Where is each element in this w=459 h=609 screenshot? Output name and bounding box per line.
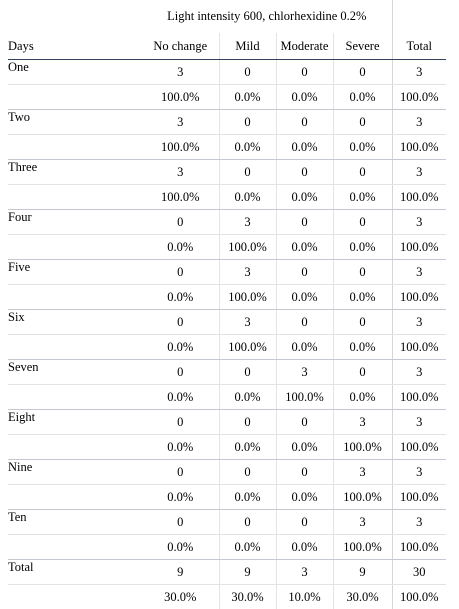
count-cell-total: 3 bbox=[392, 210, 446, 235]
percent-cell-no-change: 30.0% bbox=[142, 585, 219, 609]
count-cell-total: 3 bbox=[392, 360, 446, 385]
count-cell-moderate: 0 bbox=[276, 210, 333, 235]
col-header-mild: Mild bbox=[219, 33, 276, 60]
percent-cell-no-change: 0.0% bbox=[142, 335, 219, 360]
count-cell-total: 3 bbox=[392, 460, 446, 485]
percent-cell-moderate: 10.0% bbox=[276, 585, 333, 609]
col-header-severe: Severe bbox=[333, 33, 392, 60]
percent-cell-severe: 100.0% bbox=[333, 485, 392, 510]
count-cell-total: 3 bbox=[392, 510, 446, 535]
count-cell-severe: 0 bbox=[333, 360, 392, 385]
percent-cell-severe: 0.0% bbox=[333, 335, 392, 360]
count-cell-moderate: 0 bbox=[276, 110, 333, 135]
empty-corner bbox=[8, 0, 142, 33]
percent-cell-severe: 0.0% bbox=[333, 385, 392, 410]
count-cell-mild: 0 bbox=[219, 360, 276, 385]
count-cell-no-change: 0 bbox=[142, 260, 219, 285]
count-cell-no-change: 3 bbox=[142, 160, 219, 185]
table-row-percents bbox=[8, 285, 446, 310]
day-blank-cell bbox=[8, 285, 142, 310]
percent-cell-moderate: 0.0% bbox=[276, 185, 333, 210]
count-cell-severe: 0 bbox=[333, 210, 392, 235]
day-label: Seven bbox=[8, 360, 142, 385]
percent-cell-total: 100.0% bbox=[392, 285, 446, 310]
count-cell-severe: 9 bbox=[333, 560, 392, 585]
table-row-percents bbox=[8, 585, 446, 609]
table-row-percents bbox=[8, 135, 446, 160]
count-cell-mild: 3 bbox=[219, 210, 276, 235]
count-cell-severe: 0 bbox=[333, 60, 392, 85]
percent-cell-mild: 100.0% bbox=[219, 285, 276, 310]
count-cell-severe: 3 bbox=[333, 410, 392, 435]
percent-cell-total: 100.0% bbox=[392, 85, 446, 110]
percent-cell-mild: 30.0% bbox=[219, 585, 276, 609]
count-cell-total: 3 bbox=[392, 410, 446, 435]
day-label: Total bbox=[8, 560, 142, 585]
col-header-total: Total bbox=[392, 33, 446, 60]
table-row-percents bbox=[8, 335, 446, 360]
table-row-percents bbox=[8, 435, 446, 460]
count-cell-moderate: 0 bbox=[276, 60, 333, 85]
table-row-counts bbox=[8, 110, 446, 135]
table-row-counts bbox=[8, 310, 446, 335]
count-cell-moderate: 3 bbox=[276, 560, 333, 585]
percent-cell-no-change: 100.0% bbox=[142, 135, 219, 160]
percent-cell-moderate: 0.0% bbox=[276, 335, 333, 360]
day-blank-cell bbox=[8, 85, 142, 110]
day-label: Ten bbox=[8, 510, 142, 535]
count-cell-mild: 0 bbox=[219, 110, 276, 135]
table-row-percents bbox=[8, 185, 446, 210]
count-cell-moderate: 0 bbox=[276, 410, 333, 435]
percent-cell-severe: 0.0% bbox=[333, 185, 392, 210]
percent-cell-no-change: 0.0% bbox=[142, 285, 219, 310]
count-cell-no-change: 0 bbox=[142, 360, 219, 385]
crosstab-table bbox=[8, 0, 446, 609]
count-cell-mild: 0 bbox=[219, 460, 276, 485]
day-label: Five bbox=[8, 260, 142, 285]
count-cell-moderate: 0 bbox=[276, 260, 333, 285]
table-row-percents bbox=[8, 535, 446, 560]
table-row-counts bbox=[8, 210, 446, 235]
count-cell-severe: 3 bbox=[333, 510, 392, 535]
percent-cell-moderate: 0.0% bbox=[276, 535, 333, 560]
count-cell-moderate: 0 bbox=[276, 510, 333, 535]
column-header-row bbox=[8, 33, 446, 60]
group-header-row bbox=[8, 0, 446, 33]
day-blank-cell bbox=[8, 485, 142, 510]
count-cell-total: 3 bbox=[392, 310, 446, 335]
count-cell-severe: 3 bbox=[333, 460, 392, 485]
day-label: Nine bbox=[8, 460, 142, 485]
count-cell-mild: 0 bbox=[219, 60, 276, 85]
count-cell-no-change: 0 bbox=[142, 310, 219, 335]
day-blank-cell bbox=[8, 535, 142, 560]
col-header-moderate: Moderate bbox=[276, 33, 333, 60]
table-body bbox=[8, 60, 446, 609]
percent-cell-no-change: 0.0% bbox=[142, 385, 219, 410]
percent-cell-moderate: 0.0% bbox=[276, 235, 333, 260]
percent-cell-total: 100.0% bbox=[392, 235, 446, 260]
percent-cell-total: 100.0% bbox=[392, 135, 446, 160]
count-cell-moderate: 0 bbox=[276, 460, 333, 485]
table-row-percents bbox=[8, 485, 446, 510]
percent-cell-moderate: 0.0% bbox=[276, 485, 333, 510]
day-blank-cell bbox=[8, 385, 142, 410]
day-blank-cell bbox=[8, 585, 142, 609]
day-label: Six bbox=[8, 310, 142, 335]
percent-cell-mild: 0.0% bbox=[219, 85, 276, 110]
count-cell-mild: 0 bbox=[219, 410, 276, 435]
day-blank-cell bbox=[8, 435, 142, 460]
table-row-counts bbox=[8, 160, 446, 185]
day-label: Three bbox=[8, 160, 142, 185]
group-title: Light intensity 600, chlorhexidine 0.2% bbox=[142, 0, 392, 33]
percent-cell-no-change: 100.0% bbox=[142, 85, 219, 110]
percent-cell-no-change: 0.0% bbox=[142, 535, 219, 560]
count-cell-total: 3 bbox=[392, 260, 446, 285]
table-row-counts bbox=[8, 60, 446, 85]
percent-cell-severe: 0.0% bbox=[333, 135, 392, 160]
empty-total-header bbox=[392, 0, 446, 33]
table-row-percents bbox=[8, 235, 446, 260]
percent-cell-total: 100.0% bbox=[392, 385, 446, 410]
day-blank-cell bbox=[8, 185, 142, 210]
percent-cell-mild: 0.0% bbox=[219, 435, 276, 460]
day-blank-cell bbox=[8, 235, 142, 260]
days-header: Days bbox=[8, 33, 142, 60]
count-cell-total: 30 bbox=[392, 560, 446, 585]
count-cell-no-change: 3 bbox=[142, 110, 219, 135]
table-row-counts bbox=[8, 460, 446, 485]
count-cell-moderate: 3 bbox=[276, 360, 333, 385]
table-row-counts bbox=[8, 510, 446, 535]
count-cell-no-change: 0 bbox=[142, 210, 219, 235]
count-cell-severe: 0 bbox=[333, 160, 392, 185]
count-cell-no-change: 0 bbox=[142, 510, 219, 535]
percent-cell-mild: 0.0% bbox=[219, 185, 276, 210]
col-header-no-change: No change bbox=[142, 33, 219, 60]
day-label: Two bbox=[8, 110, 142, 135]
table-row-percents bbox=[8, 385, 446, 410]
percent-cell-total: 100.0% bbox=[392, 585, 446, 609]
percent-cell-mild: 0.0% bbox=[219, 485, 276, 510]
percent-cell-mild: 100.0% bbox=[219, 335, 276, 360]
percent-cell-mild: 0.0% bbox=[219, 385, 276, 410]
percent-cell-mild: 0.0% bbox=[219, 135, 276, 160]
count-cell-mild: 0 bbox=[219, 160, 276, 185]
table-row-counts bbox=[8, 410, 446, 435]
count-cell-no-change: 0 bbox=[142, 410, 219, 435]
count-cell-total: 3 bbox=[392, 160, 446, 185]
percent-cell-severe: 0.0% bbox=[333, 235, 392, 260]
percent-cell-no-change: 0.0% bbox=[142, 485, 219, 510]
count-cell-severe: 0 bbox=[333, 260, 392, 285]
day-label: Eight bbox=[8, 410, 142, 435]
table-row-counts bbox=[8, 260, 446, 285]
day-blank-cell bbox=[8, 335, 142, 360]
count-cell-no-change: 0 bbox=[142, 460, 219, 485]
day-label: One bbox=[8, 60, 142, 85]
count-cell-mild: 3 bbox=[219, 260, 276, 285]
count-cell-no-change: 9 bbox=[142, 560, 219, 585]
percent-cell-severe: 30.0% bbox=[333, 585, 392, 609]
percent-cell-severe: 0.0% bbox=[333, 85, 392, 110]
percent-cell-total: 100.0% bbox=[392, 535, 446, 560]
percent-cell-moderate: 0.0% bbox=[276, 435, 333, 460]
percent-cell-moderate: 0.0% bbox=[276, 285, 333, 310]
percent-cell-no-change: 100.0% bbox=[142, 185, 219, 210]
percent-cell-moderate: 0.0% bbox=[276, 85, 333, 110]
count-cell-no-change: 3 bbox=[142, 60, 219, 85]
count-cell-moderate: 0 bbox=[276, 160, 333, 185]
count-cell-mild: 0 bbox=[219, 510, 276, 535]
count-cell-severe: 0 bbox=[333, 310, 392, 335]
percent-cell-no-change: 0.0% bbox=[142, 235, 219, 260]
count-cell-mild: 3 bbox=[219, 310, 276, 335]
percent-cell-severe: 100.0% bbox=[333, 435, 392, 460]
percent-cell-severe: 100.0% bbox=[333, 535, 392, 560]
count-cell-total: 3 bbox=[392, 60, 446, 85]
percent-cell-mild: 100.0% bbox=[219, 235, 276, 260]
percent-cell-total: 100.0% bbox=[392, 435, 446, 460]
table-row-percents bbox=[8, 85, 446, 110]
count-cell-moderate: 0 bbox=[276, 310, 333, 335]
percent-cell-moderate: 100.0% bbox=[276, 385, 333, 410]
table-row-counts bbox=[8, 560, 446, 585]
day-label: Four bbox=[8, 210, 142, 235]
count-cell-mild: 9 bbox=[219, 560, 276, 585]
count-cell-total: 3 bbox=[392, 110, 446, 135]
percent-cell-total: 100.0% bbox=[392, 185, 446, 210]
percent-cell-total: 100.0% bbox=[392, 335, 446, 360]
percent-cell-moderate: 0.0% bbox=[276, 135, 333, 160]
count-cell-severe: 0 bbox=[333, 110, 392, 135]
table-row-counts bbox=[8, 360, 446, 385]
day-blank-cell bbox=[8, 135, 142, 160]
percent-cell-no-change: 0.0% bbox=[142, 435, 219, 460]
percent-cell-total: 100.0% bbox=[392, 485, 446, 510]
percent-cell-mild: 0.0% bbox=[219, 535, 276, 560]
percent-cell-severe: 0.0% bbox=[333, 285, 392, 310]
